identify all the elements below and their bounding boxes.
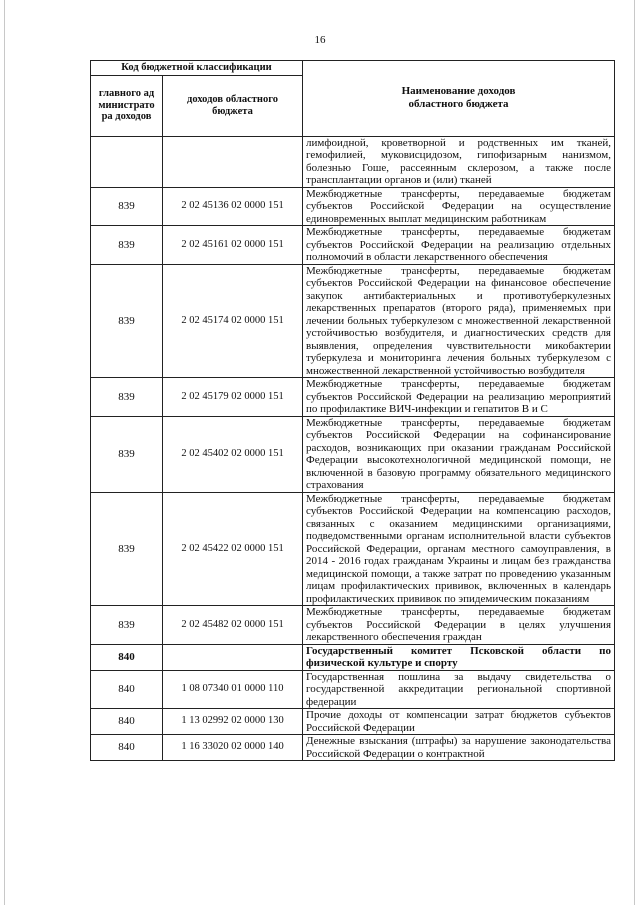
revenue-name-cell: Государственная пошлина за выдачу свидетельства о государственной аккредитации региональной спортивной федерации [303, 670, 615, 709]
table-row [91, 735, 615, 761]
admin-code-cell: 839 [91, 187, 163, 226]
revenue-name-cell: Межбюджетные трансферты, передаваемые бюджетам субъектов Российской Федерации в целях улучшения лекарственного обеспечения граждан [303, 606, 615, 645]
admin-code-cell: 840 [91, 670, 163, 709]
revenue-code-cell: 2 02 45161 02 0000 151 [163, 226, 303, 265]
admin-code-cell: 839 [91, 226, 163, 265]
table-row [91, 226, 615, 265]
admin-code-cell: 839 [91, 416, 163, 492]
revenue-name-cell: Межбюджетные трансферты, передаваемые бюджетам субъектов Российской Федерации на софинансирование расходов, возникающих при оказании гражданам Российской Федерации высокотехнологичной медицинской помощи, не включенной в базовую программу обязательного медицинского страхования [303, 416, 615, 492]
header-name [303, 61, 615, 137]
left-scan-edge [4, 0, 5, 905]
table-row [91, 606, 615, 645]
table-row [91, 709, 615, 735]
table-row [91, 644, 615, 670]
budget-classification-table [90, 60, 615, 761]
admin-code-cell: 839 [91, 492, 163, 606]
table-row [91, 492, 615, 606]
revenue-code-cell: 2 02 45174 02 0000 151 [163, 264, 303, 378]
page-number: 16 [314, 34, 326, 46]
admin-code-cell: 839 [91, 264, 163, 378]
header-admin [91, 75, 163, 136]
admin-code-cell: 840 [91, 735, 163, 761]
table-row [91, 670, 615, 709]
revenue-name-cell: Межбюджетные трансферты, передаваемые бюджетам субъектов Российской Федерации на компенсацию расходов, связанных с оказанием медицинскими организациями, подведомственными органам исполнительной власти субъектов Российской Федерации, органам местного самоуправления, в 2014 - 2016 годах гражданам Украины и лицам без гражданства медицинской помощи, а также затрат по проведению указанным лицам профилактических прививок, включенных в календарь профилактических прививок по эпидемическим показаниям [303, 492, 615, 606]
admin-code-cell: 839 [91, 606, 163, 645]
header-name-text: Наименование доходов областного бюджета [401, 85, 516, 111]
revenue-name-cell: лимфоидной, кроветворной и родственных им тканей, гемофилией, муковисцидозом, гипофизарным нанизмом, болезнью Гоше, рассеянным склерозом, а также после трансплантации органов и (или) тканей [303, 136, 615, 187]
revenue-code-cell: 2 02 45482 02 0000 151 [163, 606, 303, 645]
revenue-code-cell: 2 02 45422 02 0000 151 [163, 492, 303, 606]
admin-code-cell: 840 [91, 644, 163, 670]
admin-code-cell: 839 [91, 378, 163, 417]
revenue-code-cell: 2 02 45402 02 0000 151 [163, 416, 303, 492]
revenue-code-cell: 1 16 33020 02 0000 140 [163, 735, 303, 761]
revenue-name-cell: Межбюджетные трансферты, передаваемые бюджетам субъектов Российской Федерации на финансовое обеспечение закупок антибактериальных и противотуберкулезных лекарственных препаратов (второго ряда), применяемых при лечении больных туберкулезом с множественной лекарственной устойчивостью возбудителя, и диагностических средств для выявления, определения чувствительности микобактерии туберкулеза и мониторинга лечения больных туберкулезом с множественной лекарственной устойчивостью возбудителя [303, 264, 615, 378]
header-code-group: Код бюджетной классификации [91, 61, 303, 76]
right-scan-edge [634, 0, 635, 905]
table-row [91, 187, 615, 226]
revenue-name-cell: Прочие доходы от компенсации затрат бюджетов субъектов Российской Федерации [303, 709, 615, 735]
revenue-name-cell: Межбюджетные трансферты, передаваемые бюджетам субъектов Российской Федерации на реализацию мероприятий по профилактике ВИЧ-инфекции и гепатитов В и С [303, 378, 615, 417]
revenue-name-cell: Денежные взыскания (штрафы) за нарушение законодательства Российской Федерации о контрактной [303, 735, 615, 761]
table-row [91, 378, 615, 417]
revenue-code-cell [163, 136, 303, 187]
revenue-name-cell: Межбюджетные трансферты, передаваемые бюджетам субъектов Российской Федерации на реализацию отдельных полномочий в области лекарственного обеспечения [303, 226, 615, 265]
admin-code-cell: 840 [91, 709, 163, 735]
revenue-code-cell: 2 02 45179 02 0000 151 [163, 378, 303, 417]
revenue-name-cell: Государственный комитет Псковской области по физической культуре и спорту [303, 644, 615, 670]
header-revenue-code: доходов областного бюджета [163, 75, 303, 136]
table-row [91, 264, 615, 378]
revenue-code-cell: 1 08 07340 01 0000 110 [163, 670, 303, 709]
table-row [91, 416, 615, 492]
admin-code-cell [91, 136, 163, 187]
revenue-code-cell: 2 02 45136 02 0000 151 [163, 187, 303, 226]
header-row-group [91, 61, 615, 76]
header-admin-text: главного администратора доходов [98, 88, 155, 123]
revenue-code-cell [163, 644, 303, 670]
revenue-name-cell: Межбюджетные трансферты, передаваемые бюджетам субъектов Российской Федерации на осуществление единовременных выплат медицинским работникам [303, 187, 615, 226]
revenue-code-cell: 1 13 02992 02 0000 130 [163, 709, 303, 735]
table-row [91, 136, 615, 187]
